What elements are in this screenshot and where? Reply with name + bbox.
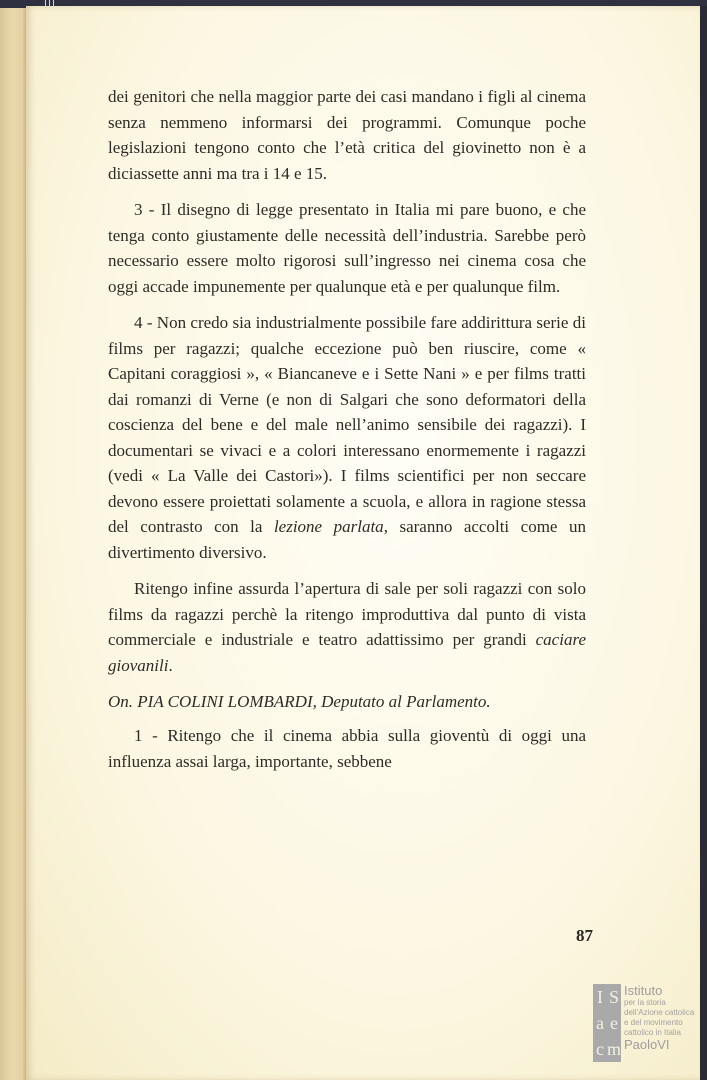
speaker-role: , Deputato al Parlamento. [312,692,491,711]
text-column [108,84,586,785]
page-footer [576,926,700,1062]
logo-letter: e [610,1013,618,1033]
scanner-background-right [700,6,707,1080]
book-page-edge [0,8,26,1080]
institute-watermark-logo [593,984,707,1062]
logo-letter: c [596,1039,604,1059]
text-run: Ritengo infine assurda l’apertura di sale per soli ragazzi con solo films da ragazzi perchè la ritengo improduttiva dal punto di vista commerciale e industriale e teatro adattissimo per grandi [108,579,586,649]
logo-line: e del movimento [624,1018,683,1027]
logo-monogram [593,984,621,1062]
text-run: . [168,655,173,675]
logo-line: per la storia [624,998,666,1007]
logo-wordmark [624,984,694,1052]
logo-line: dell’Azione cattolica [624,1008,695,1017]
text-run: , saranno accolti come un divertimento diversivo. [108,517,586,562]
speaker-prefix: On. [108,692,138,711]
text-run: 4 - Non credo sia industrialmente possibile fare addirittura serie di films per ragazzi; qualche eccezione può ben riuscire, come « Capitani coraggiosi », « Biancaneve e i Sette Nani » e per films tratti dai romanzi di Verne (e non di Salgari che sono deformatori della coscienza del bene e del male nell’animo sensibile dei ragazzi). I documentari se vivaci e a colori interessano enormemente i ragazzi (vedi « La Valle dei Castori»). I films scientifici per non seccare devono essere proiettati solamente a scuola, e allora in ragione stessa del contrasto con la [108,313,586,536]
paragraph-answer-1: 1 - Ritengo che il cinema abbia sulla gioventù di oggi una influenza assai larga, importante, sebbene [108,726,586,771]
speaker-name: PIA COLINI LOMBARDI [137,692,313,711]
page-number: 87 [576,926,593,945]
paragraph-answer-4 [108,310,586,565]
speaker-heading [108,689,586,715]
logo-letter: S [608,987,619,1007]
logo-line: PaoloVI [624,1037,670,1052]
logo-letter: I [597,987,603,1007]
logo-letter: a [596,1013,604,1033]
paragraph-conclusion [108,576,586,678]
logo-line: cattolico in Italia [624,1028,681,1037]
logo-line: Istituto [624,983,663,998]
logo-letter: m [607,1039,621,1059]
italic-phrase: lezione parlata [273,517,384,536]
paragraph-answer-3: 3 - Il disegno di legge presentato in Italia mi pare buono, e che tenga conto giustamente delle necessità dell’industria. Sarebbe però necessario essere molto rigorosi sull’ingresso nei cinema cosa che oggi accade impunemente per qualunque età e per qualunque film. [108,200,586,296]
paragraph-continuation: dei genitori che nella maggior parte dei casi mandano i figli al cinema senza nemmeno informarsi dei programmi. Comunque poche legislazioni tengono conto che l’età critica del giovinetto non è a diciassette anni ma tra i 14 e 15. [108,87,586,183]
italic-phrase: caciare giovanili [108,630,586,675]
